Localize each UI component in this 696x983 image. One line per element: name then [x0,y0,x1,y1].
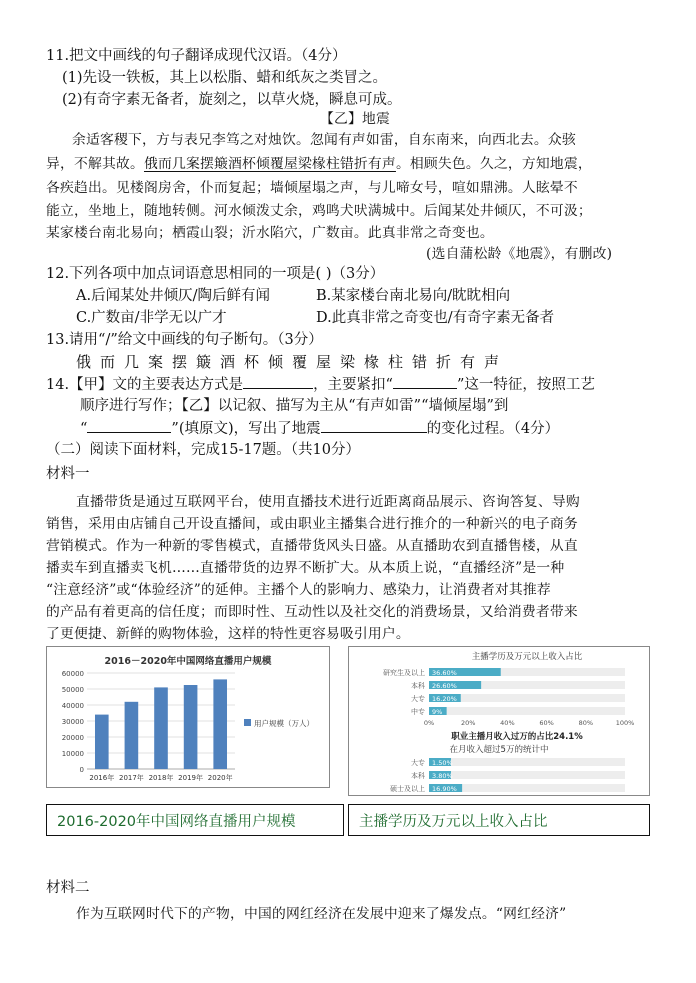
y-tick-label: 60000 [61,670,84,678]
category-label: 硕士及以上 [390,785,425,793]
category-label: 大专 [411,695,425,703]
material-1-line-6: 的产品有着更高的信任度；而即时性、互动性以及社交化的消费场景，又给消费者带来 [46,604,578,620]
x-tick-label: 2019年 [178,774,204,782]
passage-b-title: 【乙】地震 [320,111,390,127]
category-label: 研究生及以上 [383,669,425,677]
data-label: 3.80% [432,772,453,780]
bar [154,687,168,769]
material-1-line-7: 了更便捷、新鲜的购物体验，这样的特性更容易吸引用户。 [46,626,410,642]
q14-line-1 [46,374,595,395]
chart-education-income-panel [348,646,650,796]
x-tick-label: 2016年 [89,774,115,782]
data-label: 16.90% [432,785,457,793]
material-1-line-4: 播卖车到直播卖飞机……直播带货的边界不断扩大。从本质上说，“直播经济”是一种 [46,560,565,576]
section-2-heading: （二）阅读下面材料，完成15-17题。（共10分） [46,442,360,458]
bar-track [429,707,625,715]
chart-title: 主播学历及万元以上收入占比 [471,652,583,662]
q14-text: ，主要紧扣“ [313,377,393,393]
answer-blank[interactable] [87,418,171,433]
passage-b-line-2 [46,154,592,174]
answer-blank[interactable] [321,418,427,433]
category-label: 本科 [411,772,425,780]
q13-stem: 13.请用“/”给文中画线的句子断句。（3分） [46,332,323,348]
caption-left: 2016-2020年中国网络直播用户规模 [46,804,344,836]
q14-line-3 [80,418,559,439]
x-tick-label: 20% [460,719,476,727]
q11-stem: 11.把文中画线的句子翻译成现代汉语。（4分） [46,48,347,64]
y-tick-label: 40000 [61,702,84,710]
x-tick-label: 0% [423,719,435,727]
q14-text: 14.【甲】文的主要表达方式是 [46,377,244,393]
q11-sentence-2: (2)有奇字素无备者，旋刻之，以草火烧，瞬息可成。 [62,92,402,108]
y-tick-label: 50000 [61,686,84,694]
q11-sentence-1: (1)先设一铁板，其上以松脂、蜡和纸灰之类冒之。 [62,70,388,86]
q12-stem: 12.下列各项中加点词语意思相同的一项是( )（3分） [46,266,385,282]
x-tick-label: 40% [500,719,515,727]
passage-b-line-1: 余适客稷下，方与表兄李笃之对烛饮。忽闻有声如雷，自东南来，向西北去。众骇 [72,132,576,148]
chart-title: 2016－2020年中国网络直播用户规模 [104,656,272,667]
caption-right: 主播学历及万元以上收入占比 [348,804,650,836]
answer-blank[interactable] [243,374,313,389]
bar-track [429,758,625,766]
chart-user-scale [47,647,329,787]
y-tick-label: 0 [79,766,84,774]
q12-option-c: C.广数亩/非学无以广才 [76,310,227,326]
legend-label: 用户规模（万人） [254,719,314,728]
x-tick-label: 80% [578,719,594,727]
passage-b-text: 。相顾失色。久之，方知地震， [395,156,592,172]
chart-user-scale-panel [46,646,330,788]
material-1-line-3: 营销模式。作为一种新的零售模式，直播带货风头日盛。从直播助农到直播售楼，从直 [46,538,578,554]
passage-b-line-5: 某家楼台南北易向；栖霞山裂；沂水陷穴，广数亩。此真非常之奇变也。 [46,225,494,241]
y-tick-label: 20000 [61,734,84,742]
material-2-heading: 材料二 [46,880,90,896]
x-tick-label: 2017年 [118,774,144,782]
category-label: 本科 [411,682,425,690]
q12-option-d: D.此真非常之奇变也/有奇字素无备者 [316,310,555,326]
data-label: 26.60% [432,682,457,690]
data-label: 9% [432,708,443,716]
category-label: 中专 [411,708,425,716]
material-2-line-1: 作为互联网时代下的产物，中国的网红经济在发展中迎来了爆发点。“网红经济” [76,906,567,922]
category-label: 大专 [411,759,425,767]
q12-option-a: A.后闻某处井倾仄/陶后鲜有闻 [76,288,270,304]
bar [184,685,198,769]
bar [95,715,109,769]
chart-title: 在月收入超过5万的统计中 [449,745,549,755]
x-tick-label: 2018年 [148,774,174,782]
x-tick-label: 2020年 [207,774,233,782]
passage-b-text: 异，不解其故。 [46,156,144,172]
q14-text: ”(填原文)，写出了地震 [171,421,321,437]
data-label: 1.50% [432,759,453,767]
passage-b-line-4: 能立，坐地上，随地转侧。河水倾泼丈余，鸡鸣犬吠满城中。后闻某处井倾仄，不可汲； [46,203,592,219]
y-tick-label: 10000 [61,750,84,758]
answer-blank[interactable] [393,374,457,389]
chart-education-income [349,647,649,795]
underlined-sentence: 俄而几案摆簸酒杯倾覆屋梁椽柱错折有声 [143,156,396,172]
q14-text: “ [80,421,88,437]
q13-sentence: 俄而几案摆簸酒杯倾覆屋梁椽柱错折有声 [76,353,509,371]
chart-subtitle: 职业主播月收入过万的占比24.1% [451,732,583,742]
material-1-line-1: 直播带货是通过互联网平台，使用直播技术进行近距离商品展示、咨询答复、导购 [76,494,580,510]
bar [213,679,227,769]
bar [125,702,139,769]
data-label: 16.20% [432,695,457,703]
q12-option-b: B.某家楼台南北易向/眈眈相向 [316,288,511,304]
bar-track [429,771,625,779]
material-1-line-2: 销售，采用由店铺自己开设直播间，或由职业主播集合进行推介的一种新兴的电子商务 [46,516,578,532]
legend-swatch [244,719,251,726]
data-label: 36.60% [432,669,457,677]
passage-b-source: (选自蒲松龄《地震》，有删改) [426,246,613,262]
passage-b-line-3: 各疾趋出。见楼阁房舍，仆而复起；墙倾屋塌之声，与儿啼女号，喧如鼎沸。人眩晕不 [46,180,578,196]
x-tick-label: 60% [539,719,554,727]
q14-line-2: 顺序进行写作；【乙】以记叙、描写为主从“有声如雷”“墙倾屋塌”到 [80,398,509,414]
x-tick-label: 100% [615,719,635,727]
y-tick-label: 30000 [61,718,84,726]
q14-text: ”这一特征，按照工艺 [456,377,595,393]
q14-text: 的变化过程。（4分） [426,421,560,437]
material-1-heading: 材料一 [46,466,90,482]
material-1-line-5: “注意经济”或“体验经济”的延伸。主播个人的影响力、感染力，让消费者对其推荐 [46,582,551,598]
